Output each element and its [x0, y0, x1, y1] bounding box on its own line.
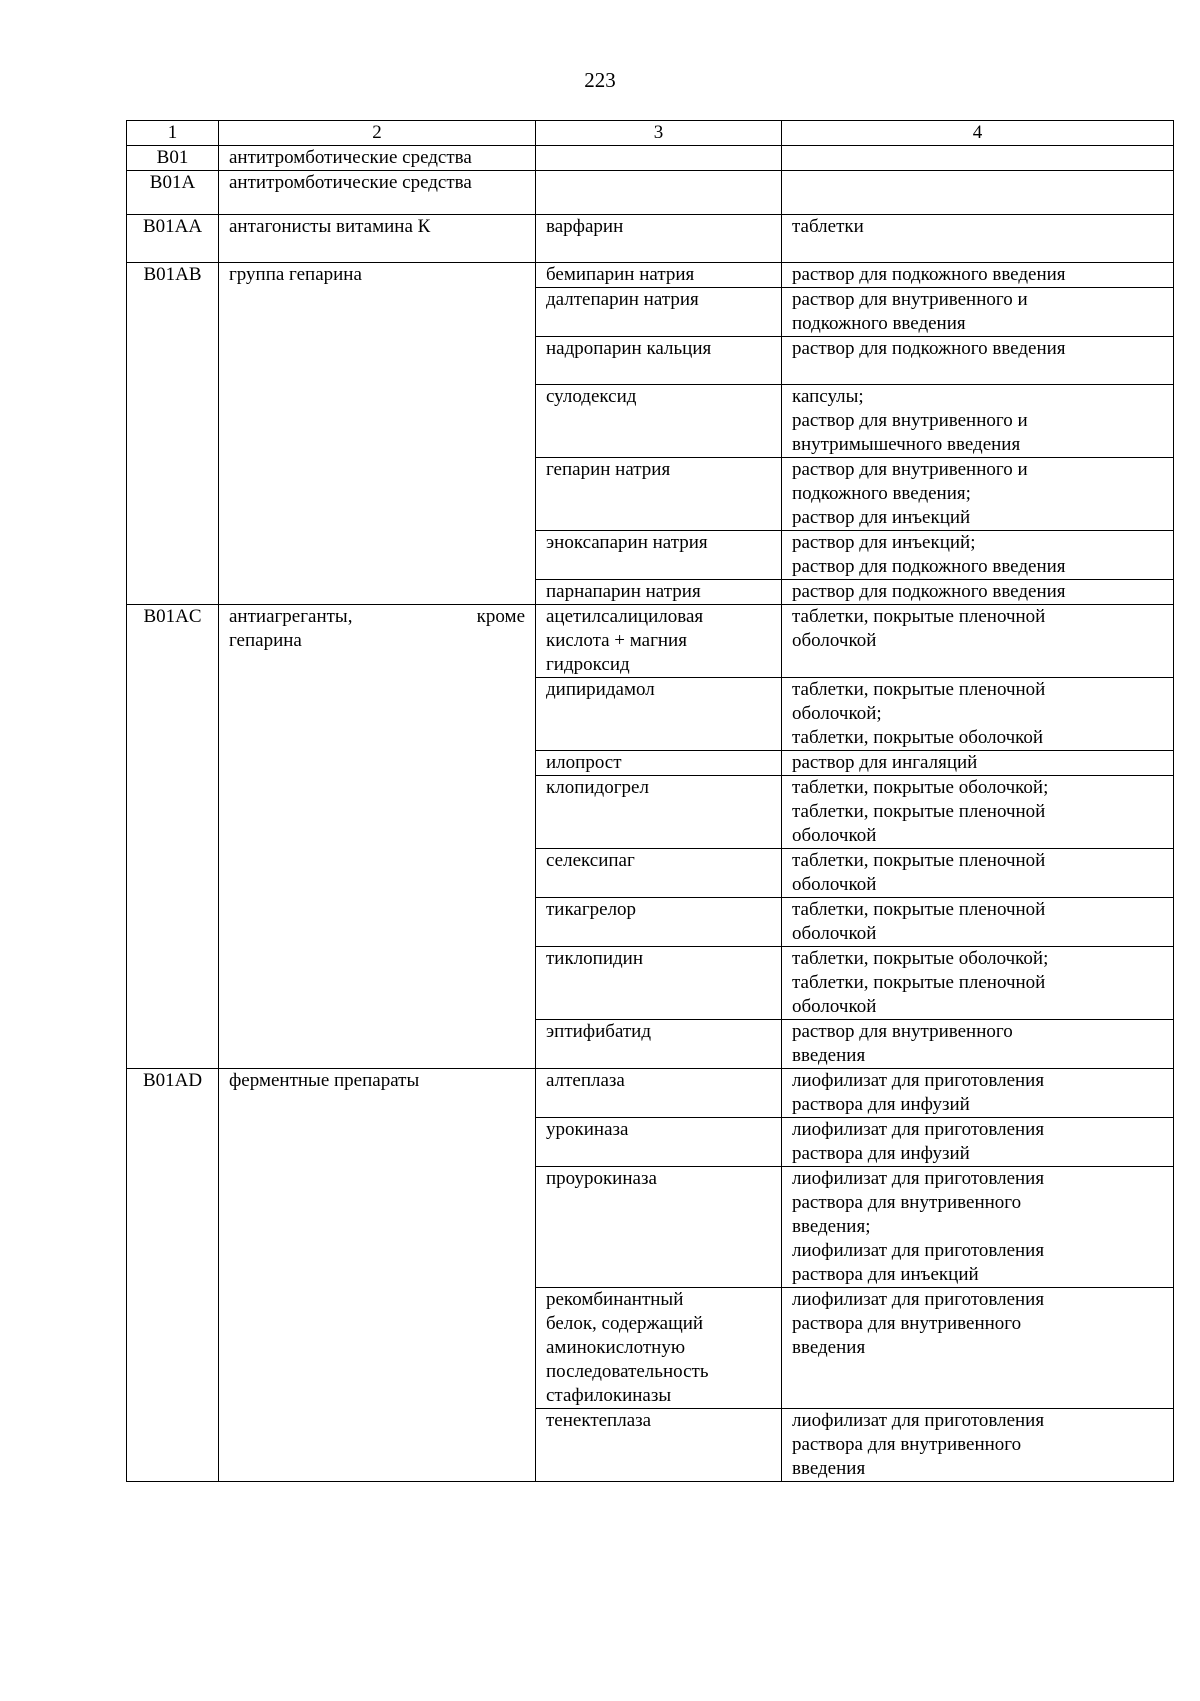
drug-name: рекомбинантный белок, содержащий аминокислотную последовательность стафилокиназы — [536, 1288, 782, 1409]
table-row — [127, 605, 1174, 678]
dosage-form: таблетки, покрытые оболочкой; таблетки, покрытые пленочной оболочкой — [782, 947, 1174, 1020]
dosage-form — [782, 171, 1174, 215]
group-name: антитромботические средства — [219, 171, 536, 215]
drug-name: тенектеплаза — [536, 1409, 782, 1482]
dosage-form: лиофилизат для приготовления раствора для внутривенного введения — [782, 1409, 1174, 1482]
atc-code: B01A — [127, 171, 219, 215]
dosage-form: лиофилизат для приготовления раствора для внутривенного введения; лиофилизат для приготовления раствора для инъекций — [782, 1167, 1174, 1288]
drug-name: варфарин — [536, 215, 782, 263]
drug-name: ацетилсалициловая кислота + магния гидроксид — [536, 605, 782, 678]
dosage-form: раствор для инъекций; раствор для подкожного введения — [782, 531, 1174, 580]
dosage-form: раствор для подкожного введения — [782, 263, 1174, 288]
atc-code: B01AC — [127, 605, 219, 1069]
group-name: ферментные препараты — [219, 1069, 536, 1482]
header-cell: 3 — [536, 121, 782, 146]
drug-name: клопидогрел — [536, 776, 782, 849]
group-name-line: антиагреганты, кроме — [229, 606, 525, 627]
group-name: группа гепарина — [219, 263, 536, 605]
drug-name: тикагрелор — [536, 898, 782, 947]
header-cell: 2 — [219, 121, 536, 146]
group-name-line: гепарина — [229, 630, 302, 651]
dosage-form: раствор для внутривенного и подкожного введения; раствор для инъекций — [782, 458, 1174, 531]
dosage-form: раствор для ингаляций — [782, 751, 1174, 776]
drug-name: гепарин натрия — [536, 458, 782, 531]
dosage-form — [782, 146, 1174, 171]
drug-name — [536, 171, 782, 215]
drug-table — [126, 120, 1174, 1482]
drug-name: эноксапарин натрия — [536, 531, 782, 580]
dosage-form: лиофилизат для приготовления раствора для инфузий — [782, 1069, 1174, 1118]
group-name — [219, 605, 536, 1069]
drug-name: илопрост — [536, 751, 782, 776]
drug-name: алтеплаза — [536, 1069, 782, 1118]
drug-name: далтепарин натрия — [536, 288, 782, 337]
dosage-form: таблетки — [782, 215, 1174, 263]
dosage-form: раствор для подкожного введения — [782, 580, 1174, 605]
dosage-form: таблетки, покрытые пленочной оболочкой; таблетки, покрытые оболочкой — [782, 678, 1174, 751]
group-name: антагонисты витамина К — [219, 215, 536, 263]
dosage-form: раствор для внутривенного введения — [782, 1020, 1174, 1069]
table-row — [127, 171, 1174, 215]
drug-name: селексипаг — [536, 849, 782, 898]
drug-name: сулодексид — [536, 385, 782, 458]
drug-name: проурокиназа — [536, 1167, 782, 1288]
dosage-form: таблетки, покрытые пленочной оболочкой — [782, 849, 1174, 898]
dosage-form: таблетки, покрытые оболочкой; таблетки, покрытые пленочной оболочкой — [782, 776, 1174, 849]
dosage-form: лиофилизат для приготовления раствора для инфузий — [782, 1118, 1174, 1167]
table-row — [127, 146, 1174, 171]
drug-name: эптифибатид — [536, 1020, 782, 1069]
atc-code: B01 — [127, 146, 219, 171]
drug-name: тиклопидин — [536, 947, 782, 1020]
dosage-form: капсулы; раствор для внутривенного и внутримышечного введения — [782, 385, 1174, 458]
drug-name — [536, 146, 782, 171]
drug-name: надропарин кальция — [536, 337, 782, 385]
header-cell: 1 — [127, 121, 219, 146]
drug-name: урокиназа — [536, 1118, 782, 1167]
drug-name: парнапарин натрия — [536, 580, 782, 605]
dosage-form: раствор для внутривенного и подкожного введения — [782, 288, 1174, 337]
dosage-form: таблетки, покрытые пленочной оболочкой — [782, 605, 1174, 678]
page-number: 223 — [584, 68, 616, 92]
group-name: антитромботические средства — [219, 146, 536, 171]
atc-code: B01AD — [127, 1069, 219, 1482]
dosage-form: раствор для подкожного введения — [782, 337, 1174, 385]
header-cell: 4 — [782, 121, 1174, 146]
drug-name: бемипарин натрия — [536, 263, 782, 288]
atc-code: B01AB — [127, 263, 219, 605]
table-header-row — [127, 121, 1174, 146]
table-row — [127, 215, 1174, 263]
drug-name: дипиридамол — [536, 678, 782, 751]
dosage-form: лиофилизат для приготовления раствора для внутривенного введения — [782, 1288, 1174, 1409]
atc-code: B01AA — [127, 215, 219, 263]
table-row — [127, 263, 1174, 288]
dosage-form: таблетки, покрытые пленочной оболочкой — [782, 898, 1174, 947]
table-row — [127, 1069, 1174, 1118]
